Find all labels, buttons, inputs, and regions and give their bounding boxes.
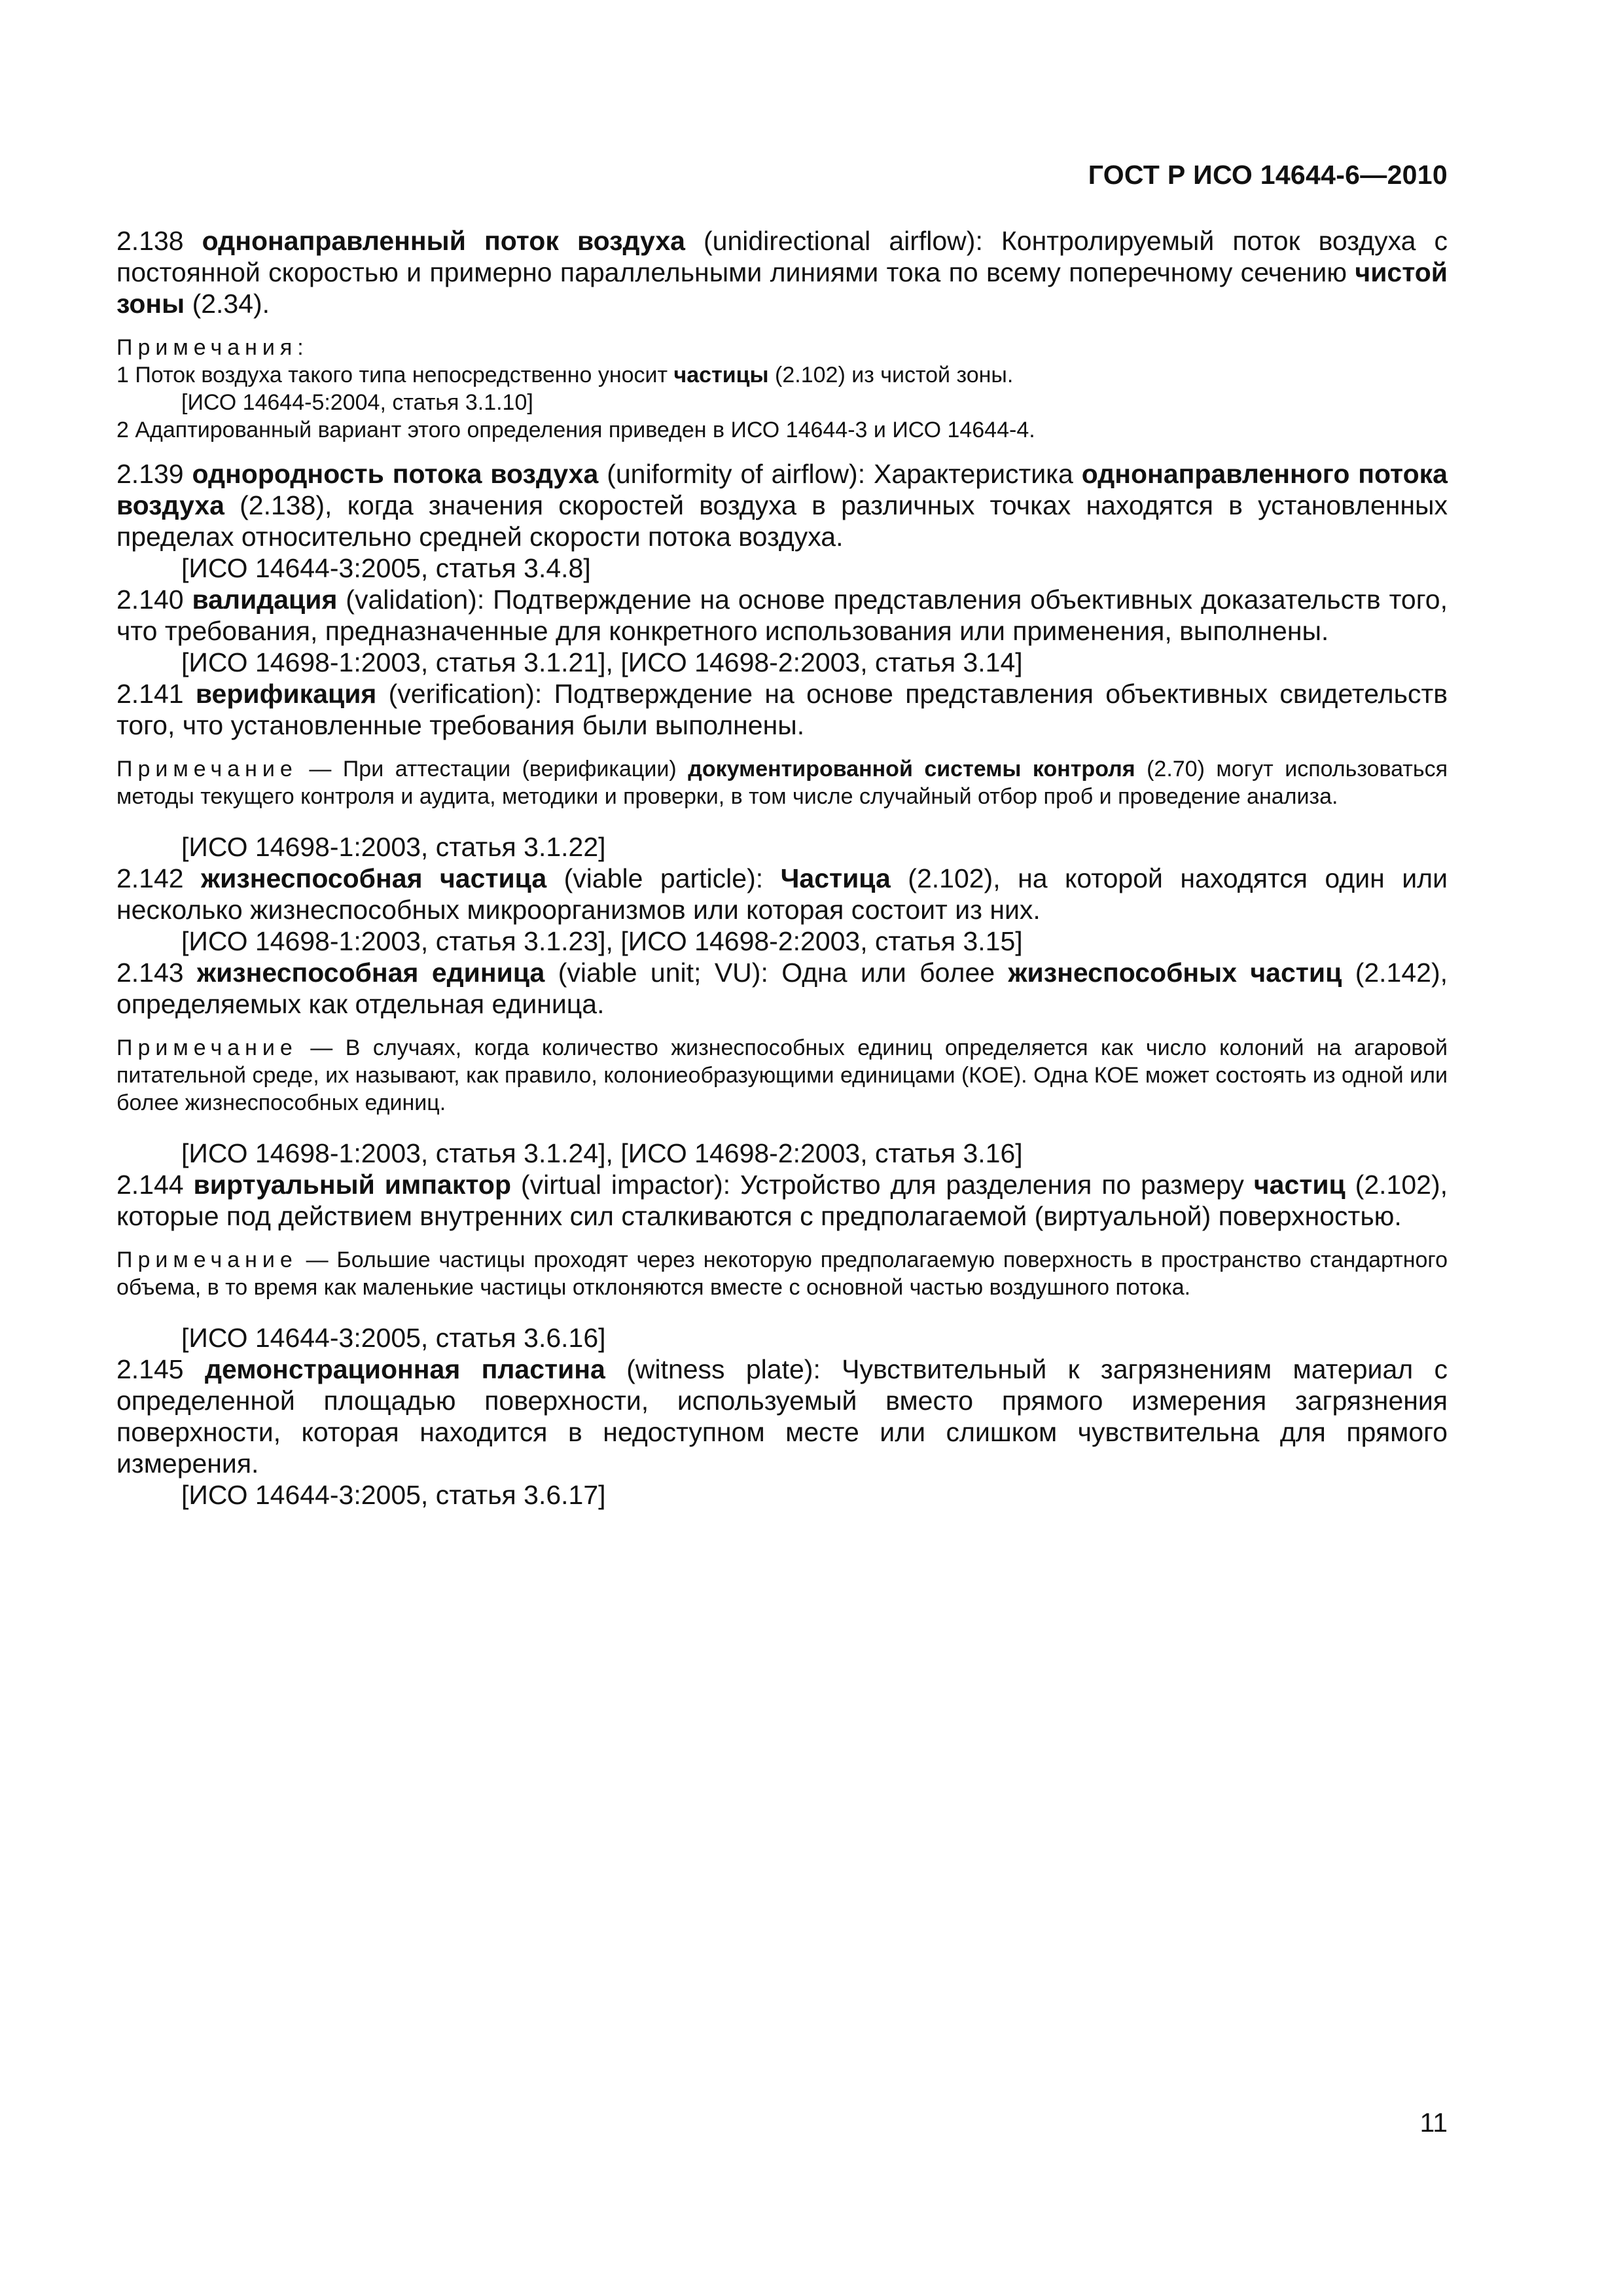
entry-term: жизнеспособная частица [201,863,547,893]
note-dash: — [297,1247,337,1272]
entry-reference: [ИСО 14644-3:2005, статья 3.4.8] [181,553,591,583]
entry-2-144 [116,1169,1448,1232]
note [116,1034,1448,1117]
note-dash: — [297,1035,346,1060]
entry-reference: [ИСО 14698-1:2003, статья 3.1.23], [ИСО 14698-2:2003, статья 3.15] [181,926,1023,956]
entry-number: 2.144 [116,1170,194,1200]
entry-number: 2.138 [116,226,202,256]
note-text: Большие частицы проходят через некоторую предполагаемую поверхность в пространство стандартного объема, в то время как маленькие частицы отклоняются вместе с основной частью воздушного потока. [116,1247,1448,1300]
entry-definition: (verification): Подтверждение на основе представления объективных свидетельств того, что установленные требования были выполнены. [116,679,1448,740]
note-text: При аттестации (верификации) [342,757,688,781]
note-label: Примечание [116,1247,298,1272]
entry-definition: (2.34). [185,289,270,319]
document-header: ГОСТ Р ИСО 14644-6—2010 [1088,160,1448,190]
note [116,1246,1448,1301]
entry-number: 2.139 [116,459,192,489]
note-dash: — [297,757,343,781]
note-1 [116,361,1448,389]
entry-number: 2.142 [116,863,202,893]
entry-term: однонаправленный поток воздуха [202,226,685,256]
entry-definition: (uniformity of airflow): Характеристика [598,459,1082,489]
entry-definition: (2.102), которые под действием внутренних сил сталкиваются с предполагаемой (виртуальной) поверхностью. [116,1170,1448,1231]
referenced-term: однонаправленного потока воздуха [116,459,1448,520]
entry-term: виртуальный импактор [193,1170,512,1200]
note-text: В случаях, когда количество жизнеспособных единиц определяется как число колоний на агаровой питательной среде, их называют, как правило, колониеобразующими единицами (КОЕ). Одна КОЕ может состоять из одной или более жизнеспособных единиц. [116,1035,1448,1115]
entry-definition: (2.102), на которой находятся один или несколько жизнеспособных микроорганизмов или которая состоит из них. [116,863,1448,925]
entry-reference: [ИСО 14644-3:2005, статья 3.6.17] [181,1480,606,1510]
entry-number: 2.143 [116,958,198,988]
entry-term: демонстрационная пластина [204,1354,605,1384]
referenced-term: документированной системы контроля [688,757,1135,781]
note [116,755,1448,810]
entry-term: верификация [195,679,377,709]
notes-title: Примечания: [116,335,309,360]
entry-definition: (validation): Подтверждение на основе представления объективных доказательств того, что требования, предназначенные для конкретного использования или применения, выполнены. [116,584,1448,646]
entry-2-143 [116,957,1448,1020]
entry-term: жизнеспособная единица [197,958,545,988]
entry-definition: (witness plate): Чувствительный к загрязнениям материал с определенной площадью поверхности, используемый вместо прямого измерения загрязнения поверхности, которая находится в недоступном месте или слишком чувствительна для прямого измерения. [116,1354,1448,1479]
referenced-term: чистой зоны [116,257,1448,319]
note-text: (2.102) из чистой зоны. [768,363,1014,387]
entry-term: валидация [192,584,338,615]
entry-definition: (viable particle): [546,863,781,893]
entry-2-138 [116,225,1448,319]
entry-number: 2.145 [116,1354,205,1384]
entry-2-141 [116,678,1448,741]
referenced-term: частиц [1253,1170,1346,1200]
entry-term: однородность потока воздуха [192,459,599,489]
entry-number: 2.140 [116,584,192,615]
entry-2-140 [116,584,1448,647]
entry-definition: (2.138), когда значения скоростей воздуха в различных точках находятся в установленных пределах относительно средней скорости потока воздуха. [116,490,1448,552]
entry-reference: [ИСО 14644-3:2005, статья 3.6.16] [181,1323,606,1353]
entry-2-142 [116,863,1448,925]
entry-2-139 [116,458,1448,552]
entry-definition: (2.142), определяемых как отдельная единица. [116,958,1448,1019]
referenced-term: частицы [673,363,769,387]
entry-definition: (virtual impactor): Устройство для разделения по размеру [511,1170,1254,1200]
entry-definition: (viable unit; VU): Одна или более [544,958,1008,988]
note-label: Примечание [116,1035,298,1060]
entry-definition: (unidirectional airflow): Контролируемый поток воздуха с постоянной скоростью и примерно параллельными линиями тока по всему поперечному сечению [116,226,1448,287]
page-number: 11 [1419,2108,1448,2138]
note-text: 1 Поток воздуха такого типа непосредственно уносит [116,363,674,387]
referenced-term: Частица [780,863,891,893]
note-label: Примечание [116,757,298,781]
entry-reference: [ИСО 14698-1:2003, статья 3.1.22] [181,832,606,862]
document-body [116,225,1448,1511]
entry-2-145 [116,1354,1448,1479]
entry-number: 2.141 [116,679,196,709]
entry-reference: [ИСО 14698-1:2003, статья 3.1.21], [ИСО 14698-2:2003, статья 3.14] [181,647,1023,677]
note-text: (2.70) могут использоваться методы текущего контроля и аудита, методики и проверки, в том числе случайный отбор проб и проведение анализа. [116,757,1448,809]
entry-reference: [ИСО 14698-1:2003, статья 3.1.24], [ИСО 14698-2:2003, статья 3.16] [181,1138,1023,1168]
note-2: 2 Адаптированный вариант этого определения приведен в ИСО 14644-3 и ИСО 14644-4. [116,418,1035,442]
note-1-reference: [ИСО 14644-5:2004, статья 3.1.10] [181,390,533,415]
referenced-term: жизнеспособных частиц [1008,958,1342,988]
